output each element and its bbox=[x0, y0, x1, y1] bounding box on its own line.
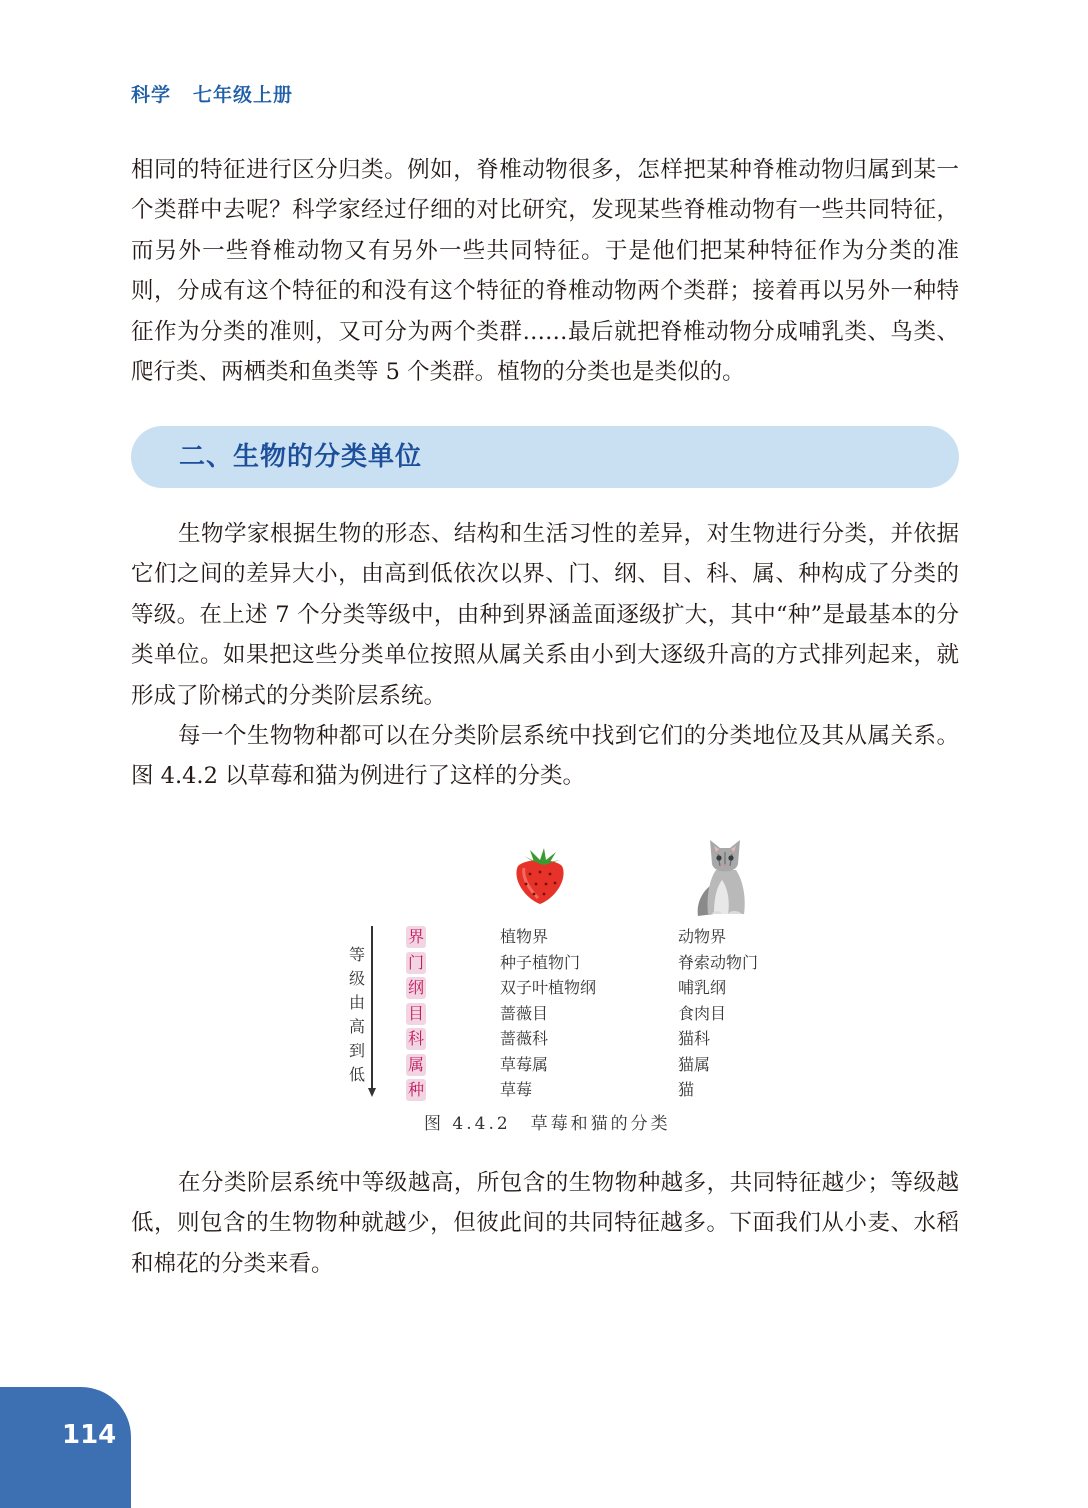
arrow-label-char: 到 bbox=[348, 1041, 365, 1060]
rank-label: 科 bbox=[407, 1029, 424, 1048]
strawberry-taxon: 种子植物门 bbox=[500, 952, 581, 972]
strawberry-image bbox=[510, 844, 570, 906]
rank-label: 种 bbox=[407, 1080, 424, 1099]
cat-taxon: 哺乳纲 bbox=[678, 978, 727, 997]
cat-taxon: 动物界 bbox=[678, 927, 727, 946]
down-arrow-line bbox=[371, 926, 373, 1090]
cat-image bbox=[692, 834, 756, 918]
paragraph-conclusion: 在分类阶层系统中等级越高，所包含的生物物种越多，共同特征越少；等级越低，则包含的生物物种就越少，但彼此间的共同特征越多。下面我们从小麦、水稻和棉花的分类来看。 bbox=[131, 1170, 959, 1277]
figure-taxonomy bbox=[340, 830, 800, 1140]
rank-column bbox=[406, 926, 426, 1105]
strawberry-column bbox=[500, 926, 596, 1105]
section-heading-bar bbox=[131, 426, 959, 488]
header-subject: 科学 bbox=[131, 84, 172, 106]
running-header bbox=[131, 80, 293, 107]
rank-label: 属 bbox=[407, 1054, 424, 1074]
arrow-label bbox=[347, 943, 367, 1087]
page-number: 114 bbox=[62, 1420, 117, 1450]
strawberry-taxon: 双子叶植物纲 bbox=[500, 978, 597, 997]
cat-taxon: 食肉目 bbox=[678, 1003, 727, 1023]
strawberry-taxon: 草莓 bbox=[500, 1080, 533, 1099]
arrow-label-char: 高 bbox=[348, 1017, 365, 1036]
paragraph-classification-ranks: 生物学家根据生物的形态、结构和生活习性的差异，对生物进行分类，并依据它们之间的差异大小，由高到低依次以界、门、纲、目、科、属、种构成了分类的等级。在上述 7 个分类等级中，由种到界涵盖面逐级扩大，其中“种”是最基本的分类单位。如果把这些分类单位按照从属关系由小到大逐级升高的方式排列起来，就形成了阶梯式的分类阶层系统。 bbox=[131, 521, 959, 709]
strawberry-taxon: 草莓属 bbox=[500, 1054, 549, 1074]
cat-taxon: 脊索动物门 bbox=[678, 952, 759, 972]
cat-taxon: 猫 bbox=[678, 1080, 695, 1099]
strawberry-taxon: 蔷薇科 bbox=[500, 1029, 549, 1048]
arrow-label-char: 等 bbox=[348, 945, 365, 964]
cat-column bbox=[678, 926, 758, 1105]
figure-caption: 图 4.4.2 草莓和猫的分类 bbox=[424, 1114, 671, 1134]
paragraph-vertebrate-classification: 相同的特征进行区分归类。例如，脊椎动物很多，怎样把某种脊椎动物归属到某一个类群中去呢？科学家经过仔细的对比研究，发现某些脊椎动物有一些共同特征，而另外一些脊椎动物又有另外一些共同特征。于是他们把某种特征作为分类的准则，分成有这个特征的和没有这个特征的脊椎动物两个类群；接着再以另外一种特征作为分类的准则，又可分为两个类群……最后就把脊椎动物分成哺乳类、鸟类、爬行类、两栖类和鱼类等 5 个类群。植物的分类也是类似的。 bbox=[131, 157, 959, 386]
rank-label: 界 bbox=[407, 927, 424, 946]
cat-taxon: 猫科 bbox=[678, 1029, 711, 1048]
down-arrow-icon bbox=[368, 1088, 376, 1097]
rank-label: 纲 bbox=[407, 978, 424, 997]
cat-taxon: 猫属 bbox=[678, 1054, 711, 1074]
rank-label: 目 bbox=[407, 1003, 424, 1023]
arrow-label-char: 低 bbox=[348, 1065, 365, 1084]
rank-label: 门 bbox=[407, 952, 424, 972]
arrow-label-char: 级 bbox=[348, 969, 365, 988]
header-grade: 七年级上册 bbox=[193, 84, 294, 106]
strawberry-taxon: 蔷薇目 bbox=[500, 1003, 549, 1023]
arrow-label-char: 由 bbox=[348, 993, 365, 1012]
section-title: 二、生物的分类单位 bbox=[179, 442, 423, 472]
strawberry-taxon: 植物界 bbox=[500, 927, 549, 946]
paragraph-figure-intro: 每一个生物物种都可以在分类阶层系统中找到它们的分类地位及其从属关系。图 4.4.2 以草莓和猫为例进行了这样的分类。 bbox=[131, 723, 959, 790]
